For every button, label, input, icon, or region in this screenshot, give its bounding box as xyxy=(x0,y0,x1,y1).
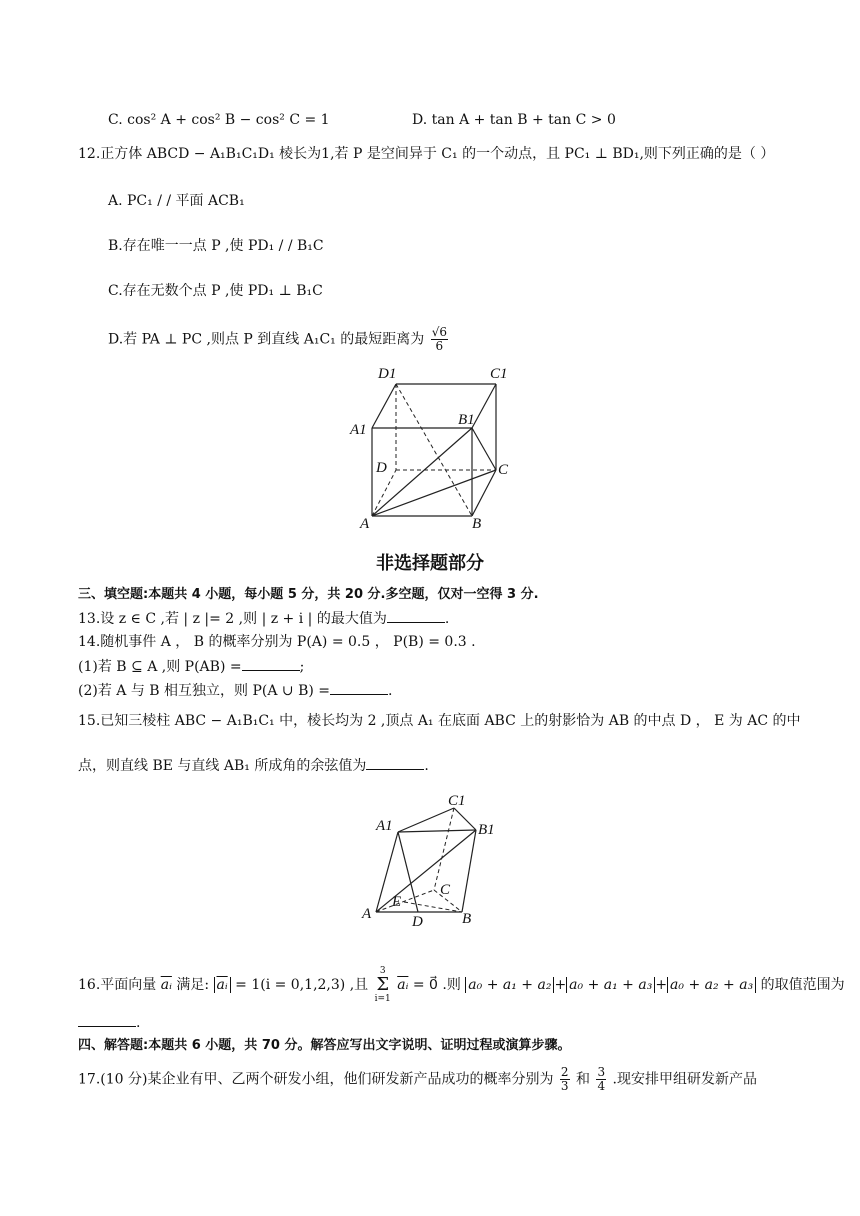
prism-label-e: E xyxy=(392,894,402,910)
vector-a-i: $\overline{aᵢ}$ xyxy=(160,977,172,993)
cube-label-b1: B1 xyxy=(458,412,475,428)
cube-figure xyxy=(348,362,518,534)
answer-blank xyxy=(330,680,388,695)
prism-figure xyxy=(358,790,508,930)
q16-blank-line: . xyxy=(78,1012,140,1033)
answer-blank xyxy=(387,608,445,623)
fraction-3-4: $\frac{3}{4}$ xyxy=(597,1065,606,1093)
abs-a-i: $\overline{aᵢ}$ xyxy=(214,977,231,993)
cube-label-a: A xyxy=(360,516,370,532)
prism-label-c1: C1 xyxy=(448,793,466,809)
fraction-2-3: $\frac{2}{3}$ xyxy=(560,1065,569,1093)
prism-label-d: D xyxy=(412,914,423,930)
q14-stem: 14.随机事件 A ， B 的概率分别为 P(A) = 0.5 ， P(B) = 0.3 . xyxy=(78,634,476,650)
abs-expr-2: a₀ + a₁ + a₃ xyxy=(566,977,655,993)
sqrt6-over-6-fraction: $\frac{√6}{6}$ xyxy=(431,325,447,353)
q12-option-d-text: D.若 PA ⊥ PC ,则点 P 到直线 A₁C₁ 的最短距离为 xyxy=(108,331,425,348)
prism-label-b: B xyxy=(462,911,472,927)
q15-line1: 15.已知三棱柱 ABC − A₁B₁C₁ 中，棱长均为 2 ,顶点 A₁ 在底面 ABC 上的射影恰为 AB 的中点 D ， E 为 AC 的中 xyxy=(78,713,801,729)
q11-option-c: C. cos² A + cos² B − cos² C = 1 xyxy=(108,112,330,128)
answer-blank xyxy=(366,755,424,770)
cube-label-a1: A1 xyxy=(350,422,367,438)
q16: 16.平面向量 $\overline{aᵢ}$ 满足: $\overline{aᵢ} = 1(i = 0,1,2,3)$ ,且 3 Σ i=1 $\overline{aᵢ}$ = 0⃗ .则 a₀ + a₁ + a₂ + a₀ + a₁ + a₃ + a₀ + a₂ + a₃ 的取值范围为 xyxy=(78,966,845,1004)
cube-label-c: C xyxy=(498,462,509,478)
q11-option-d: D. tan A + tan B + tan C > 0 xyxy=(412,112,616,128)
cube-label-c1: C1 xyxy=(490,366,508,382)
cube-label-d: D xyxy=(376,460,387,476)
q12-option-a: A. PC₁ / / 平面 ACB₁ xyxy=(108,193,245,209)
prism-label-a1: A1 xyxy=(376,818,393,834)
q15-line2: 点，则直线 BE 与直线 AB₁ 所成角的余弦值为 . xyxy=(78,755,429,776)
q17: 17.(10 分)某企业有甲、乙两个研发小组，他们研发新产品成功的概率分别为 $\frac{2}{3}$ 和 $\frac{3}{4}$ .现安排甲组研发新产品 xyxy=(78,1065,757,1093)
q14-part1: (1)若 B ⊆ A ,则 P(AB) = ; xyxy=(78,656,304,677)
section3-header: 三、填空题:本题共 4 小题，每小题 5 分，共 20 分.多空题，仅对一空得 3 分. xyxy=(78,587,539,602)
section4-header: 四、解答题:本题共 6 小题，共 70 分。解答应写出文字说明、证明过程或演算步骤。 xyxy=(78,1038,571,1053)
answer-blank xyxy=(78,1012,136,1027)
abs-expr-3: a₀ + a₂ + a₃ xyxy=(667,977,756,993)
q12-option-b: B.存在唯一一点 P ,使 PD₁ / / B₁C xyxy=(108,238,324,254)
q13: 13.设 z ∈ C ,若 | z |= 2 ,则 | z + i | 的最大值为 . xyxy=(78,608,449,629)
q14-part2: (2)若 A 与 B 相互独立，则 P(A ∪ B) = . xyxy=(78,680,393,701)
cube-label-d1: D1 xyxy=(378,366,397,382)
prism-label-a: A xyxy=(362,906,372,922)
cube-label-b: B xyxy=(472,516,482,532)
q12-stem: 12.正方体 ABCD − A₁B₁C₁D₁ 棱长为1,若 P 是空间异于 C₁ 的一个动点，且 PC₁ ⊥ BD₁,则下列正确的是（ ） xyxy=(78,146,775,162)
prism-label-c: C xyxy=(440,882,451,898)
q12-option-c: C.存在无数个点 P ,使 PD₁ ⊥ B₁C xyxy=(108,283,323,299)
abs-expr-1: a₀ + a₁ + a₂ xyxy=(465,977,554,993)
sigma-sum: 3 Σ i=1 xyxy=(374,966,391,1004)
q12-option-d xyxy=(108,326,450,353)
prism-label-b1: B1 xyxy=(478,822,495,838)
section-title-non-choice: 非选择题部分 xyxy=(376,553,484,574)
answer-blank xyxy=(242,656,300,671)
